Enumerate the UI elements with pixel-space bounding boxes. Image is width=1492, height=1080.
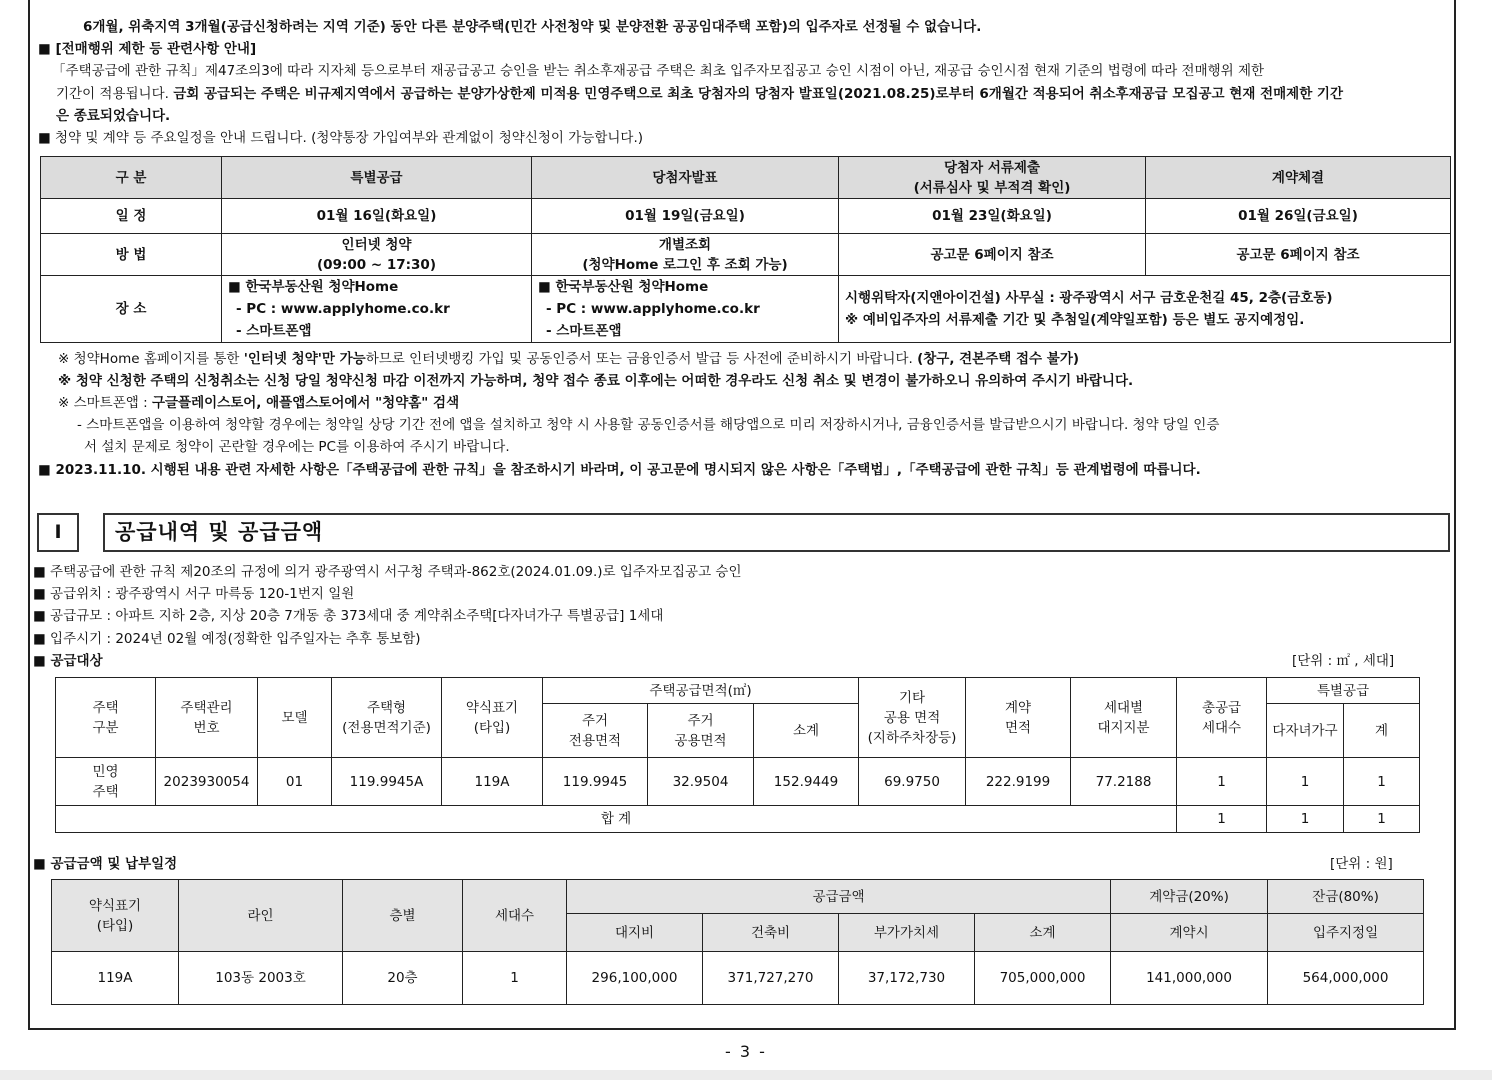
cell: 103동 2003호 bbox=[179, 952, 343, 1005]
header-cell: 잔금(80%) bbox=[1268, 880, 1424, 914]
note-cancel: ※ 청약 신청한 주택의 신청취소는 신청 당일 청약신청 마감 이전까지 가능하며, 청약 접수 종료 이후에는 어떠한 경우라도 신청 취소 및 변경이 불가하오니 유의하여 주시기 바랍니다. bbox=[58, 373, 1134, 389]
date-cell: 01월 23일(화요일) bbox=[839, 199, 1146, 234]
header-line: 기타 bbox=[898, 689, 926, 706]
row-label: 일 정 bbox=[41, 199, 222, 234]
cell: 1 bbox=[463, 952, 567, 1005]
intro-line: 6개월, 위축지역 3개월(공급신청하려는 지역 기준) 동안 다른 분양주택(민간 사전청약 및 분양전환 공공임대주택 포함)의 입주자로 선정될 수 없습니다. bbox=[83, 19, 982, 35]
header-line: (전용면적기준) bbox=[342, 719, 431, 736]
header-cell: 계약시 bbox=[1111, 914, 1268, 952]
note-part: 구글플레이스토어, 애플앱스토어에서 "청약홈" 검색 bbox=[151, 395, 460, 411]
cell: 141,000,000 bbox=[1111, 952, 1268, 1005]
place-cell bbox=[222, 276, 532, 343]
header-cell: 계약금(20%) bbox=[1111, 880, 1268, 914]
header-line: 공용면적 bbox=[674, 732, 727, 749]
method-cell bbox=[222, 234, 532, 276]
schedule-place-row bbox=[41, 276, 1451, 343]
place-line: - 스마트폰앱 bbox=[546, 323, 622, 339]
note-part: ※ 스마트폰앱 : bbox=[58, 395, 152, 411]
note-regulation: ■ 2023.11.10. 시행된 내용 관련 자세한 사항은「주택공급에 관한 규칙」을 참조하시기 바라며, 이 공고문에 명시되지 않은 사항은「주택법」,「주택공급에 관한 규칙」등 관계법령에 따릅니다. bbox=[38, 462, 1201, 478]
section-title: 공급내역 및 공급금액 bbox=[103, 513, 1450, 552]
docs-header-l1: 당첨자 서류제출 bbox=[944, 159, 1040, 176]
supply-info: ■ 주택공급에 관한 규칙 제20조의 규정에 의거 광주광역시 서구청 주택과-862호(2024.01.09.)로 입주자모집공고 승인 bbox=[33, 564, 742, 580]
note-app-detail: - 스마트폰앱을 이용하여 청약할 경우에는 청약일 상당 기간 전에 앱을 설치하고 청약 시 사용할 공동인증서를 해당앱으로 미리 저장하시거나, 금융인증서를 발급받으시기 바랍니다. 청약 당일 인증 bbox=[77, 417, 1220, 433]
cell: 119A bbox=[52, 952, 179, 1005]
total-label: 합 계 bbox=[56, 806, 1177, 833]
resale-text: 「주택공급에 관한 규칙」제47조의3에 따라 지자체 등으로부터 재공급공고 승인을 받는 취소후재공급 주택은 최초 입주자모집공고 승인 시점이 아닌, 재공급 승인시점 현재 기준의 법령에 따라 전매행위 제한 bbox=[52, 63, 1265, 79]
row-label: 방 법 bbox=[41, 234, 222, 276]
header-line: 총공급 bbox=[1201, 699, 1242, 716]
header-line: 면적 bbox=[1004, 719, 1032, 736]
schedule-header-cell: 구 분 bbox=[41, 157, 222, 199]
cell: 564,000,000 bbox=[1268, 952, 1424, 1005]
place-line: ※ 예비입주자의 서류제출 기간 및 추첨일(계약일포함) 등은 별도 공지예정임. bbox=[845, 312, 1305, 328]
cell: 119A bbox=[442, 758, 543, 806]
header-line: 구분 bbox=[92, 719, 119, 736]
schedule-header-cell: 특별공급 bbox=[222, 157, 532, 199]
header-cell: 건축비 bbox=[703, 914, 839, 952]
price-data-row bbox=[52, 952, 1424, 1005]
resale-text-bold: 금회 공급되는 주택은 비규제지역에서 공급하는 분양가상한제 미적용 민영주택으로 최초 당첨자의 당첨자 발표일(2021.08.25)로부터 6개월간 적용되어 취소후재공급 모집공고 현재 전매제한 기간 bbox=[173, 86, 1344, 102]
cell: 20층 bbox=[343, 952, 463, 1005]
cell: 222.9199 bbox=[966, 758, 1071, 806]
header-line: (지하주차장등) bbox=[867, 729, 957, 746]
method-line: 인터넷 청약 bbox=[341, 236, 412, 253]
schedule-table bbox=[40, 156, 1451, 343]
supply-header-row bbox=[56, 678, 1420, 704]
schedule-date-row bbox=[41, 199, 1451, 234]
header-line: 약식표기 bbox=[465, 699, 519, 716]
header-cell: 세대수 bbox=[463, 880, 567, 952]
header-cell: 계 bbox=[1344, 704, 1420, 758]
supply-info: ■ 공급규모 : 아파트 지하 2층, 지상 20층 7개동 총 373세대 중 계약취소주택[다자녀가구 특별공급] 1세대 bbox=[33, 608, 664, 624]
header-line: 주거 bbox=[687, 712, 714, 729]
cell: 1 bbox=[1344, 758, 1420, 806]
cell-line: 주택 bbox=[92, 783, 119, 800]
cell: 37,172,730 bbox=[839, 952, 975, 1005]
header-line: 번호 bbox=[193, 719, 220, 736]
header-cell: 층별 bbox=[343, 880, 463, 952]
header-cell: 공급금액 bbox=[567, 880, 1111, 914]
cell: 69.9750 bbox=[859, 758, 966, 806]
date-cell: 01월 19일(금요일) bbox=[532, 199, 839, 234]
resale-text-plain: 기간이 적용됩니다. bbox=[56, 86, 174, 102]
cell: 1 bbox=[1267, 806, 1344, 833]
docs-header-l2: (서류심사 및 부적격 확인) bbox=[913, 179, 1071, 196]
page-number: - 3 - bbox=[725, 1042, 767, 1061]
date-cell: 01월 16일(화요일) bbox=[222, 199, 532, 234]
header-cell: 라인 bbox=[179, 880, 343, 952]
cell: 01 bbox=[258, 758, 332, 806]
method-cell: 공고문 6페이지 참조 bbox=[1146, 234, 1451, 276]
price-table bbox=[51, 879, 1424, 1005]
header-cell bbox=[332, 678, 442, 758]
header-cell bbox=[52, 880, 179, 952]
row-label: 장 소 bbox=[41, 276, 222, 343]
method-line: (청약Home 로그인 후 조회 가능) bbox=[582, 256, 788, 273]
header-line: 주거 bbox=[581, 712, 609, 729]
resale-text-3: 은 종료되었습니다. bbox=[56, 108, 171, 124]
method-line: 개별조회 bbox=[658, 236, 712, 253]
header-cell: 대지비 bbox=[567, 914, 703, 952]
cell: 371,727,270 bbox=[703, 952, 839, 1005]
cell: 1 bbox=[1177, 806, 1267, 833]
header-cell: 특별공급 bbox=[1267, 678, 1420, 704]
note-part: (창구, 견본주택 접수 불가) bbox=[917, 351, 1080, 367]
note-part: 하므로 인터넷뱅킹 가입 및 공동인증서 또는 금융인증서 발급 등 사전에 준비하시기 바랍니다. bbox=[365, 351, 918, 367]
header-line: 세대수 bbox=[1201, 719, 1242, 736]
header-line: 주택형 bbox=[366, 699, 407, 716]
header-cell: 모델 bbox=[258, 678, 332, 758]
supply-info: ■ 공급위치 : 광주광역시 서구 마륵동 120-1번지 일원 bbox=[33, 586, 355, 602]
supply-data-row bbox=[56, 758, 1420, 806]
header-line: 대지지분 bbox=[1097, 719, 1150, 736]
date-cell: 01월 26일(금요일) bbox=[1146, 199, 1451, 234]
schedule-method-row bbox=[41, 234, 1451, 276]
header-line: (타입) bbox=[96, 917, 134, 934]
note-internet bbox=[58, 350, 1079, 368]
resale-heading: ■ [전매행위 제한 등 관련사항 안내] bbox=[38, 41, 257, 57]
header-cell bbox=[156, 678, 258, 758]
cell: 119.9945A bbox=[332, 758, 442, 806]
place-office-cell bbox=[839, 276, 1451, 343]
header-line: 세대별 bbox=[1103, 699, 1144, 716]
cell: 77.2188 bbox=[1071, 758, 1177, 806]
header-cell bbox=[859, 678, 966, 758]
schedule-heading: ■ 청약 및 계약 등 주요일정을 안내 드립니다. (청약통장 가입여부와 관계없이 청약신청이 가능합니다.) bbox=[38, 130, 644, 146]
supply-target-heading: ■ 공급대상 bbox=[33, 653, 103, 669]
place-line: - 스마트폰앱 bbox=[236, 323, 312, 339]
method-cell bbox=[532, 234, 839, 276]
header-line: 주택관리 bbox=[180, 699, 233, 716]
header-line: 약식표기 bbox=[88, 897, 142, 914]
cell-line: 민영 bbox=[92, 763, 119, 780]
header-cell: 부가가치세 bbox=[839, 914, 975, 952]
header-cell bbox=[966, 678, 1071, 758]
supply-target-table bbox=[55, 677, 1420, 833]
header-cell bbox=[648, 704, 754, 758]
note-part: ※ 청약Home 홈페이지를 통한 bbox=[58, 351, 244, 367]
header-cell: 다자녀가구 bbox=[1267, 704, 1344, 758]
header-cell bbox=[442, 678, 543, 758]
cell: 119.9945 bbox=[543, 758, 648, 806]
schedule-header-cell bbox=[839, 157, 1146, 199]
note-app-detail-2: 서 설치 문제로 청약이 곤란할 경우에는 PC를 이용하여 주시기 바랍니다. bbox=[84, 439, 510, 455]
method-cell: 공고문 6페이지 참조 bbox=[839, 234, 1146, 276]
header-cell bbox=[56, 678, 156, 758]
header-line: (타입) bbox=[473, 719, 511, 736]
header-cell: 입주지정일 bbox=[1268, 914, 1424, 952]
price-header-row bbox=[52, 880, 1424, 914]
cell: 1 bbox=[1267, 758, 1344, 806]
cell: 2023930054 bbox=[156, 758, 258, 806]
section-number: I bbox=[37, 513, 79, 552]
place-line: ■ 한국부동산원 청약Home bbox=[538, 279, 709, 295]
header-cell: 소계 bbox=[975, 914, 1111, 952]
supply-total-row bbox=[56, 806, 1420, 833]
header-line: 전용면적 bbox=[568, 732, 622, 749]
supply-target-unit: [단위 : ㎡ , 세대] bbox=[1292, 653, 1395, 669]
place-cell bbox=[532, 276, 839, 343]
header-line: 공용 면적 bbox=[883, 709, 941, 726]
resale-text-2 bbox=[56, 85, 1343, 103]
place-link[interactable]: - PC : www.applyhome.co.kr bbox=[236, 301, 450, 317]
note-app bbox=[58, 394, 459, 412]
header-cell bbox=[543, 704, 648, 758]
price-unit: [단위 : 원] bbox=[1330, 856, 1393, 872]
place-line: ■ 한국부동산원 청약Home bbox=[228, 279, 399, 295]
method-line: (09:00 ~ 17:30) bbox=[317, 256, 436, 273]
header-cell bbox=[1177, 678, 1267, 758]
note-part: '인터넷 청약'만 가능 bbox=[243, 351, 366, 367]
header-line: 계약 bbox=[1004, 699, 1032, 716]
header-cell bbox=[1071, 678, 1177, 758]
place-link[interactable]: - PC : www.applyhome.co.kr bbox=[546, 301, 760, 317]
cell: 152.9449 bbox=[754, 758, 859, 806]
header-cell: 소계 bbox=[754, 704, 859, 758]
cell bbox=[56, 758, 156, 806]
cell: 32.9504 bbox=[648, 758, 754, 806]
cell: 705,000,000 bbox=[975, 952, 1111, 1005]
place-line: 시행위탁자(지앤아이건설) 사무실 : 광주광역시 서구 금호운천길 45, 2층(금호동) bbox=[845, 290, 1333, 306]
cell: 296,100,000 bbox=[567, 952, 703, 1005]
cell: 1 bbox=[1344, 806, 1420, 833]
supply-info: ■ 입주시기 : 2024년 02월 예정(정확한 입주일자는 추후 통보함) bbox=[33, 631, 421, 647]
header-cell: 주택공급면적(㎡) bbox=[543, 678, 859, 704]
cell: 1 bbox=[1177, 758, 1267, 806]
schedule-header-row bbox=[41, 157, 1451, 199]
price-heading: ■ 공급금액 및 납부일정 bbox=[33, 856, 178, 872]
schedule-header-cell: 계약체결 bbox=[1146, 157, 1451, 199]
header-line: 주택 bbox=[92, 699, 119, 716]
schedule-header-cell: 당첨자발표 bbox=[532, 157, 839, 199]
